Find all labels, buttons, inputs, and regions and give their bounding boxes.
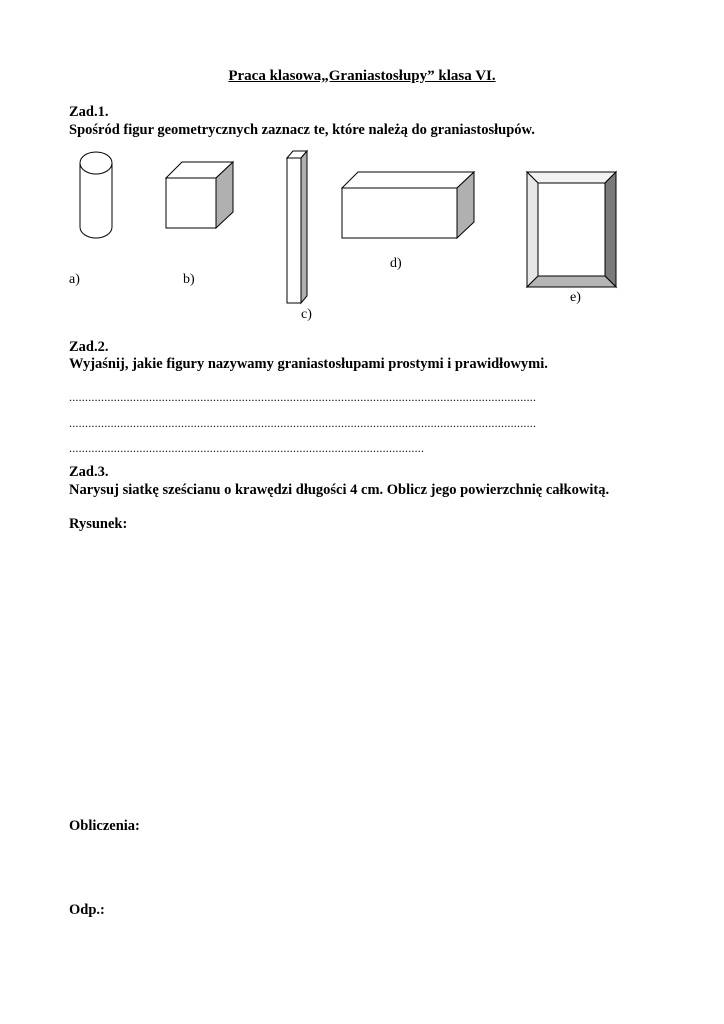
task2-instruction: Wyjaśnij, jakie figury nazywamy graniastosłupami prostymi i prawidłowymi. — [69, 356, 548, 372]
figure-a-cylinder — [80, 152, 112, 238]
answer-label: Odp.: — [69, 902, 105, 918]
figure-d-box — [342, 172, 474, 238]
task1-instruction: Spośród figur geometrycznych zaznacz te, które należą do graniastosłupów. — [69, 122, 535, 138]
calculations-label: Obliczenia: — [69, 818, 140, 834]
task2-heading: Zad.2. — [69, 339, 109, 355]
figure-e-frame — [527, 172, 616, 287]
figure-c-tall-prism — [287, 151, 307, 303]
answer-line-2: .................................................................................................................................................. — [69, 416, 537, 430]
drawing-label: Rysunek: — [69, 516, 128, 532]
figure-b-label: b) — [183, 272, 195, 287]
task3-heading: Zad.3. — [69, 464, 109, 480]
task3-instruction: Narysuj siatkę sześcianu o krawędzi długości 4 cm. Oblicz jego powierzchnię całkowitą. — [69, 482, 610, 498]
figure-c-label: c) — [301, 307, 312, 322]
answer-line-1: .................................................................................................................................................. — [69, 390, 537, 404]
figure-b-cube — [166, 162, 233, 228]
figure-d-label: d) — [390, 256, 402, 271]
answer-line-3: ............................................................................................................... — [69, 441, 425, 455]
figures-illustration — [0, 0, 724, 330]
figure-a-label: a) — [69, 272, 80, 287]
figure-e-label: e) — [570, 290, 581, 305]
task1-heading: Zad.1. — [69, 104, 109, 120]
page-title: Praca klasowa„Graniastosłupy” klasa VI. — [228, 68, 496, 84]
